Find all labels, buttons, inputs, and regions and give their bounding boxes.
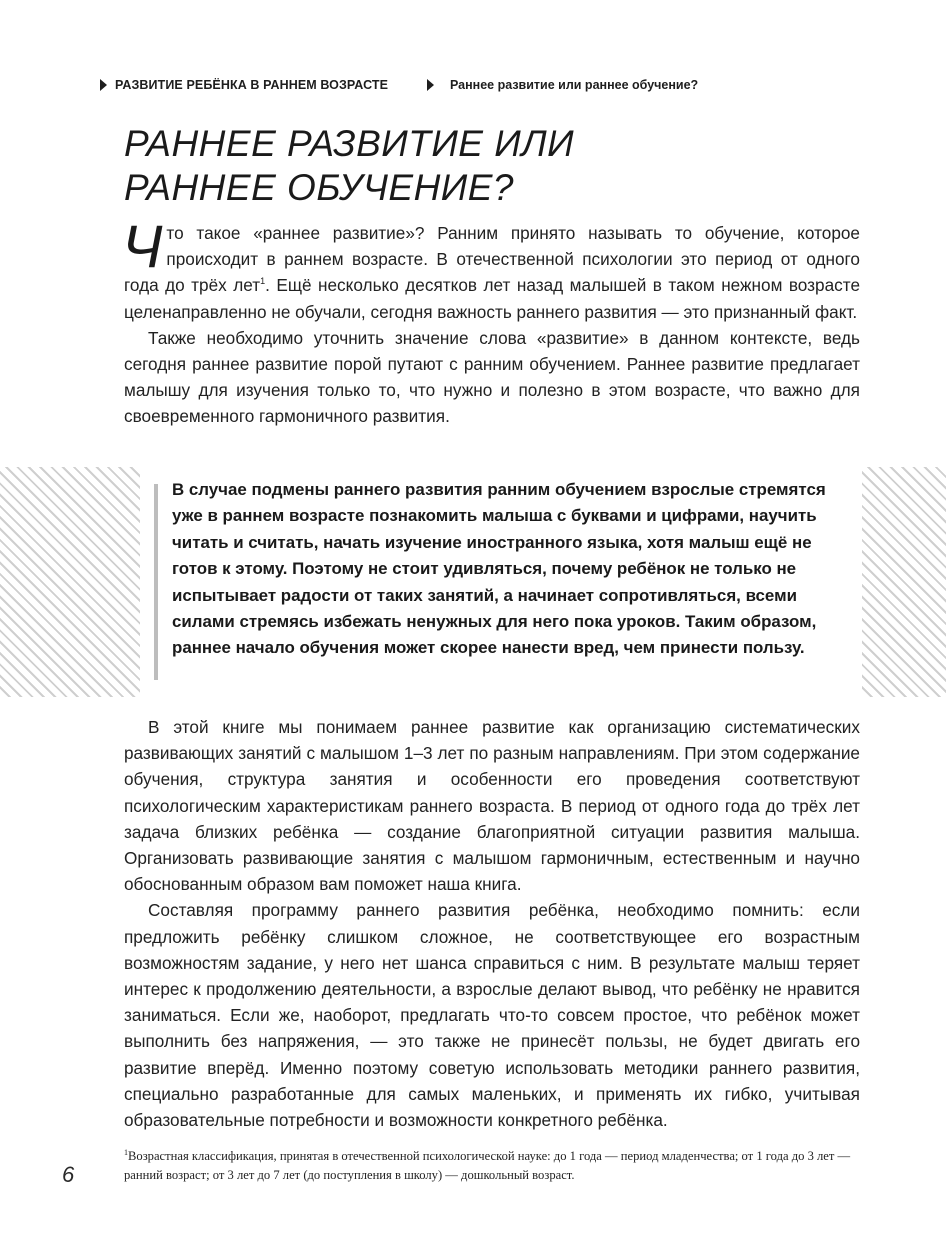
chapter-breadcrumb: [427, 78, 698, 92]
stripe-pattern-left: [0, 467, 140, 697]
triangle-right-icon: [427, 79, 434, 91]
callout-band: [0, 467, 946, 697]
main-text: [124, 714, 860, 1133]
intro-text: [122, 213, 861, 430]
drop-cap: Ч: [122, 213, 163, 280]
triangle-right-icon: [100, 79, 107, 91]
paragraph-1-text: то такое «раннее развитие»? Ранним принято называть то обучение, которое происходит в раннем возрасте. В отечественной психологии это период от одного года до трёх лет: [124, 223, 860, 296]
chapter-title: РАННЕЕ РАЗВИТИЕ ИЛИ РАННЕЕ ОБУЧЕНИЕ?: [124, 123, 575, 208]
callout-box: [140, 467, 862, 697]
paragraph-4: Составляя программу раннего развития ребёнка, необходимо помнить: если предложить ребёнку слишком сложное, не соответствующее его возрастным возможностям задание, у него нет шанса справиться с ним. В результате малыш теряет интерес к продолжению деятельности, а взрослые делают вывод, что ребёнку не нравится заниматься. Если же, наоборот, предлагать что-то совсем простое, что ребёнок может выполнить без напряжения, — это также не принесёт пользы, не будет двигать его развитие вперёд. Именно поэтому советую использовать методики раннего развития, специально разработанные для самых маленьких, и применять их гибко, учитывая образовательные потребности и возможности конкретного ребёнка.: [124, 900, 860, 1131]
paragraph-1: [122, 213, 861, 325]
section-label: РАЗВИТИЕ РЕБЁНКА В РАННЕМ ВОЗРАСТЕ: [115, 78, 389, 92]
callout-text: В случае подмены раннего развития ранним обучением взрослые стремятся уже в раннем возрасте познакомить малыша с буквами и цифрами, научить читать и считать, начать изучение иностранного языка, хотя малыш ещё не готов к этому. Поэтому не стоит удивляться, почему ребёнок не только не испытывает радости от таких занятий, а начинает сопротивляться, всеми силами стремясь избежать ненужных для него пока уроков. Таким образом, раннее начало обучения может скорее нанести вред, чем принести пользу.: [172, 480, 826, 658]
chapter-label: Раннее развитие или раннее обучение?: [450, 78, 699, 92]
paragraph-1-tail: . Ещё несколько десятков лет назад малышей в таком нежном возрасте целенаправленно не обучали, сегодня важность раннего развития — это признанный факт.: [124, 275, 861, 322]
section-breadcrumb: [100, 78, 388, 92]
paragraph-2: Также необходимо уточнить значение слова «развитие» в данном контексте, ведь сегодня раннее развитие порой путают с ранним обучением. Раннее развитие предлагает малышу для изучения только то, что нужно и полезно в этом возрасте, что важно для своевременного гармоничного развития.: [124, 327, 860, 427]
footnote-reference: 1: [260, 276, 266, 287]
callout-rule: [154, 484, 158, 680]
footnote-marker: 1: [124, 1148, 128, 1157]
stripe-pattern-right: [862, 467, 946, 697]
footnote: [124, 1147, 854, 1185]
footnote-text: Возрастная классификация, принятая в отечественной психологической науке: до 1 года — период младенчества; от 1 года до 3 лет — ранний возраст; от 3 лет до 7 лет (до поступления в школу) — дошкольный возраст.: [124, 1149, 851, 1182]
page-number: 6: [62, 1162, 75, 1187]
running-header: [100, 78, 860, 98]
paragraph-3: В этой книге мы понимаем раннее развитие как организацию систематических развивающих занятий с малышом 1–3 лет по разным направлениям. При этом содержание обучения, структура занятия и особенности его проведения соответствуют психологическим характеристикам раннего возраста. В период от одного года до трёх лет задача близких ребёнка — создание благоприятной ситуации развития малыша. Организовать развивающие занятия с малышом гармоничным, естественным и научно обоснованным образом вам поможет наша книга.: [124, 717, 860, 895]
